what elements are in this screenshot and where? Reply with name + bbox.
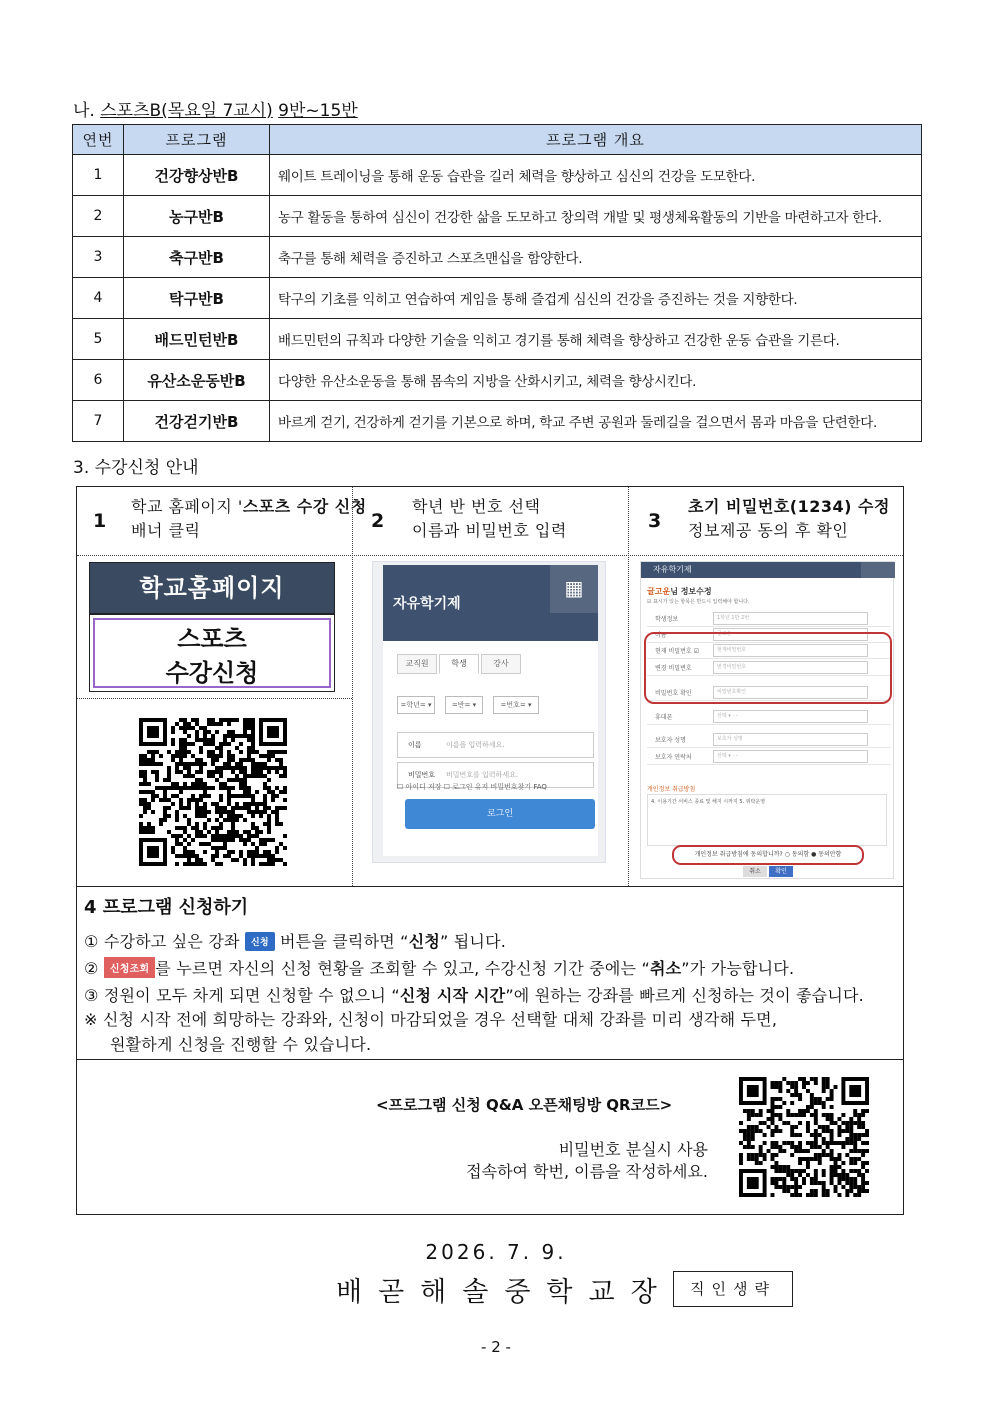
col-desc-header: 프로그램 개요 (270, 125, 922, 155)
guide-divider (77, 555, 903, 556)
step-4-title: 4 프로그램 신청하기 (84, 897, 249, 918)
qa-line-1: 비밀번호 분실시 사용 (558, 1140, 708, 1159)
info-form-label: 보호자 연락처 (655, 754, 692, 761)
homepage-qr-code-icon (139, 718, 287, 866)
page-number: - 2 - (481, 1338, 511, 1356)
table-cell-name: 건강걷기반B (124, 401, 270, 442)
table-cell-no: 7 (73, 401, 124, 442)
step-1-number: 1 (93, 510, 107, 532)
grade-select[interactable]: =학년= ▾ (397, 696, 435, 714)
table-cell-no: 4 (73, 278, 124, 319)
info-header-title: 자유학기제 (641, 562, 869, 578)
table-cell-desc: 탁구의 기초를 익히고 연습하여 게임을 통해 즐겁게 심신의 건강을 증진하는 것을 지향한다. (270, 278, 922, 319)
agree-radio-group[interactable]: 개인정보 취급방침에 동의합니까? ○ 동의함 ● 동의안함 (672, 845, 864, 865)
table-cell-no: 2 (73, 196, 124, 237)
info-form-input[interactable]: 1학년 1반 2번 (713, 612, 868, 625)
table-cell-desc: 바르게 걷기, 건강하게 걷기를 기본으로 하며, 학교 주변 공원과 둘레길을 걸으면서 몸과 마음을 단련한다. (270, 401, 922, 442)
step-4-line-1: ① 수강하고 싶은 강좌 신청 버튼을 클릭하면 “신청” 됩니다. (84, 932, 507, 951)
info-form-input[interactable]: 현재비밀번호 (713, 644, 868, 657)
step-4-note-1: ※ 신청 시작 전에 희망하는 강좌와, 신청이 마감되었을 경우 선택할 대체 강좌를 미리 생각해 두면, (84, 1010, 778, 1029)
table-cell-no: 5 (73, 319, 124, 360)
table-row (73, 278, 922, 319)
info-form-label: 비밀번호 확인 (655, 690, 692, 697)
guide-divider (77, 698, 352, 699)
name-input[interactable]: 이름 이름을 입력하세요. (397, 732, 594, 758)
section-a-title: 스포츠B(목요일 7교시) (100, 101, 273, 121)
info-form-label: 이름 (655, 632, 667, 639)
grid-menu-icon: ▦ (550, 565, 598, 613)
step-2-number: 2 (371, 510, 385, 532)
step-4-note-2: 원활하게 신청을 진행할 수 있습니다. (110, 1035, 372, 1054)
info-form-input[interactable]: 비밀번호확인 (713, 686, 868, 699)
inquiry-button-sample: 신청조회 (104, 957, 155, 978)
info-form-label: 보호자 성명 (655, 737, 686, 744)
guide-divider (628, 487, 629, 886)
table-cell-desc: 웨이트 트레이닝을 통해 운동 습관을 길러 체력을 향상하고 심신의 건강을 도모한다. (270, 155, 922, 196)
step-1-text: 학교 홈페이지 '스포츠 수강 신청 배너 클릭 (131, 497, 367, 540)
openchat-qr-code-icon (739, 1077, 869, 1197)
section-3-heading: 3. 수강신청 안내 (73, 458, 199, 478)
qa-line-2: 접속하여 학번, 이름을 작성하세요. (466, 1162, 708, 1181)
number-select[interactable]: =번호= ▾ (493, 696, 539, 714)
table-row (73, 319, 922, 360)
info-form-label: 휴대폰 (655, 714, 673, 721)
col-no-header: 연번 (73, 125, 124, 155)
info-form-label: 현재 비밀번호 ☑ (655, 648, 699, 655)
step-4-line-3: ③ 정원이 모두 차게 되면 신청할 수 없으니 “신청 시작 시간”에 원하는 강좌를 빠르게 신청하는 것이 좋습니다. (84, 986, 864, 1005)
program-table (72, 124, 922, 442)
section-a-heading: 나. 스포츠B(목요일 7교시) 9반~15반 (73, 101, 358, 121)
table-cell-name: 축구반B (124, 237, 270, 278)
step-4-line-2: ② 신청조회 를 누르면 자신의 신청 현황을 조회할 수 있고, 수강신청 기간 중에는 “취소”가 가능합니다. (84, 959, 795, 978)
table-row (73, 401, 922, 442)
confirm-button[interactable]: 확인 (769, 866, 793, 877)
login-header-title: 자유학기제 (393, 596, 461, 612)
info-form-row (647, 748, 891, 765)
info-form-input[interactable]: 글고운 (713, 628, 868, 641)
table-row (73, 196, 922, 237)
table-cell-desc: 다양한 유산소운동을 통해 몸속의 지방을 산화시키고, 체력을 향상시킨다. (270, 360, 922, 401)
table-row (73, 360, 922, 401)
step-2-text: 학년 반 번호 선택 이름과 비밀번호 입력 (412, 497, 567, 540)
issue-date: 2026. 7. 9. (425, 1240, 567, 1264)
sports-registration-banner[interactable]: 스포츠 수강신청 (89, 614, 335, 692)
guide-divider (77, 886, 903, 887)
section-a-range: 9반~15반 (278, 101, 358, 121)
login-options[interactable]: ☐ 아이디 저장 ☐ 로그인 유지 비밀번호찾기 FAQ (397, 783, 547, 791)
step-3-text: 초기 비밀번호(1234) 수정 정보제공 동의 후 확인 (688, 497, 890, 540)
col-program-header: 프로그램 (124, 125, 270, 155)
required-note: ☑ 표시가 있는 항목은 반드시 입력해야 합니다. (647, 599, 750, 605)
info-form-row (647, 731, 891, 748)
tab-instructor[interactable]: 강사 (481, 654, 521, 674)
policy-text[interactable]: 4. 이용기간 서비스 종료 및 해지 시까지 5. 위탁운영 (647, 794, 887, 846)
table-cell-desc: 축구를 통해 체력을 증진하고 스포츠맨십을 함양한다. (270, 237, 922, 278)
table-cell-no: 1 (73, 155, 124, 196)
seal-omitted-stamp: 직인생략 (673, 1271, 793, 1307)
guide-divider (352, 487, 353, 886)
table-cell-desc: 배드민턴의 규칙과 다양한 기술을 익히고 경기를 통해 체력을 향상하고 건강한 운동 습관을 기른다. (270, 319, 922, 360)
info-form-label: 학생정보 (655, 616, 679, 623)
tab-staff[interactable]: 교직원 (397, 654, 437, 674)
password-input[interactable]: 비밀번호 비밀번호를 입력하세요. (397, 762, 594, 788)
school-principal: 배곧해솔중학교장 (336, 1277, 673, 1308)
guide-divider (77, 1059, 903, 1060)
info-title: 글고운님 정보수정 (647, 587, 712, 596)
info-form-input[interactable]: 선택 ▾ - - (713, 750, 868, 763)
info-form-row (647, 708, 891, 725)
apply-button-sample: 신청 (245, 932, 275, 951)
table-cell-name: 농구반B (124, 196, 270, 237)
table-cell-name: 건강향상반B (124, 155, 270, 196)
table-header-row (73, 125, 922, 155)
cancel-button[interactable]: 취소 (743, 866, 767, 877)
table-cell-no: 6 (73, 360, 124, 401)
info-form-row (647, 610, 891, 627)
table-cell-desc: 농구 활동을 통하여 심신이 건강한 삶을 도모하고 창의력 개발 및 평생체육활동의 기반을 마련하고자 한다. (270, 196, 922, 237)
login-button[interactable]: 로그인 (405, 799, 595, 829)
tab-student[interactable]: 학생 (439, 654, 479, 674)
login-screenshot (372, 561, 606, 863)
info-form-input[interactable]: 변경비밀번호 (713, 661, 868, 674)
info-form-input[interactable]: 선택 ▾ - - (713, 710, 868, 723)
table-row (73, 155, 922, 196)
homepage-banner-title: 학교홈페이지 (89, 562, 335, 614)
info-form-label: 변경 비밀번호 (655, 665, 692, 672)
info-form-input[interactable]: 보호자 성명 (713, 733, 868, 746)
password-highlight-ring (644, 632, 892, 704)
table-cell-name: 유산소운동반B (124, 360, 270, 401)
table-row (73, 237, 922, 278)
class-select[interactable]: =반= ▾ (445, 696, 483, 714)
table-cell-name: 배드민턴반B (124, 319, 270, 360)
info-edit-screenshot (640, 561, 894, 879)
step-3-number: 3 (648, 510, 662, 532)
qa-title: <프로그램 신청 Q&A 오픈채팅방 QR코드> (376, 1096, 673, 1114)
table-cell-no: 3 (73, 237, 124, 278)
table-cell-name: 탁구반B (124, 278, 270, 319)
policy-title: 개인정보 취급방침 (647, 786, 696, 793)
